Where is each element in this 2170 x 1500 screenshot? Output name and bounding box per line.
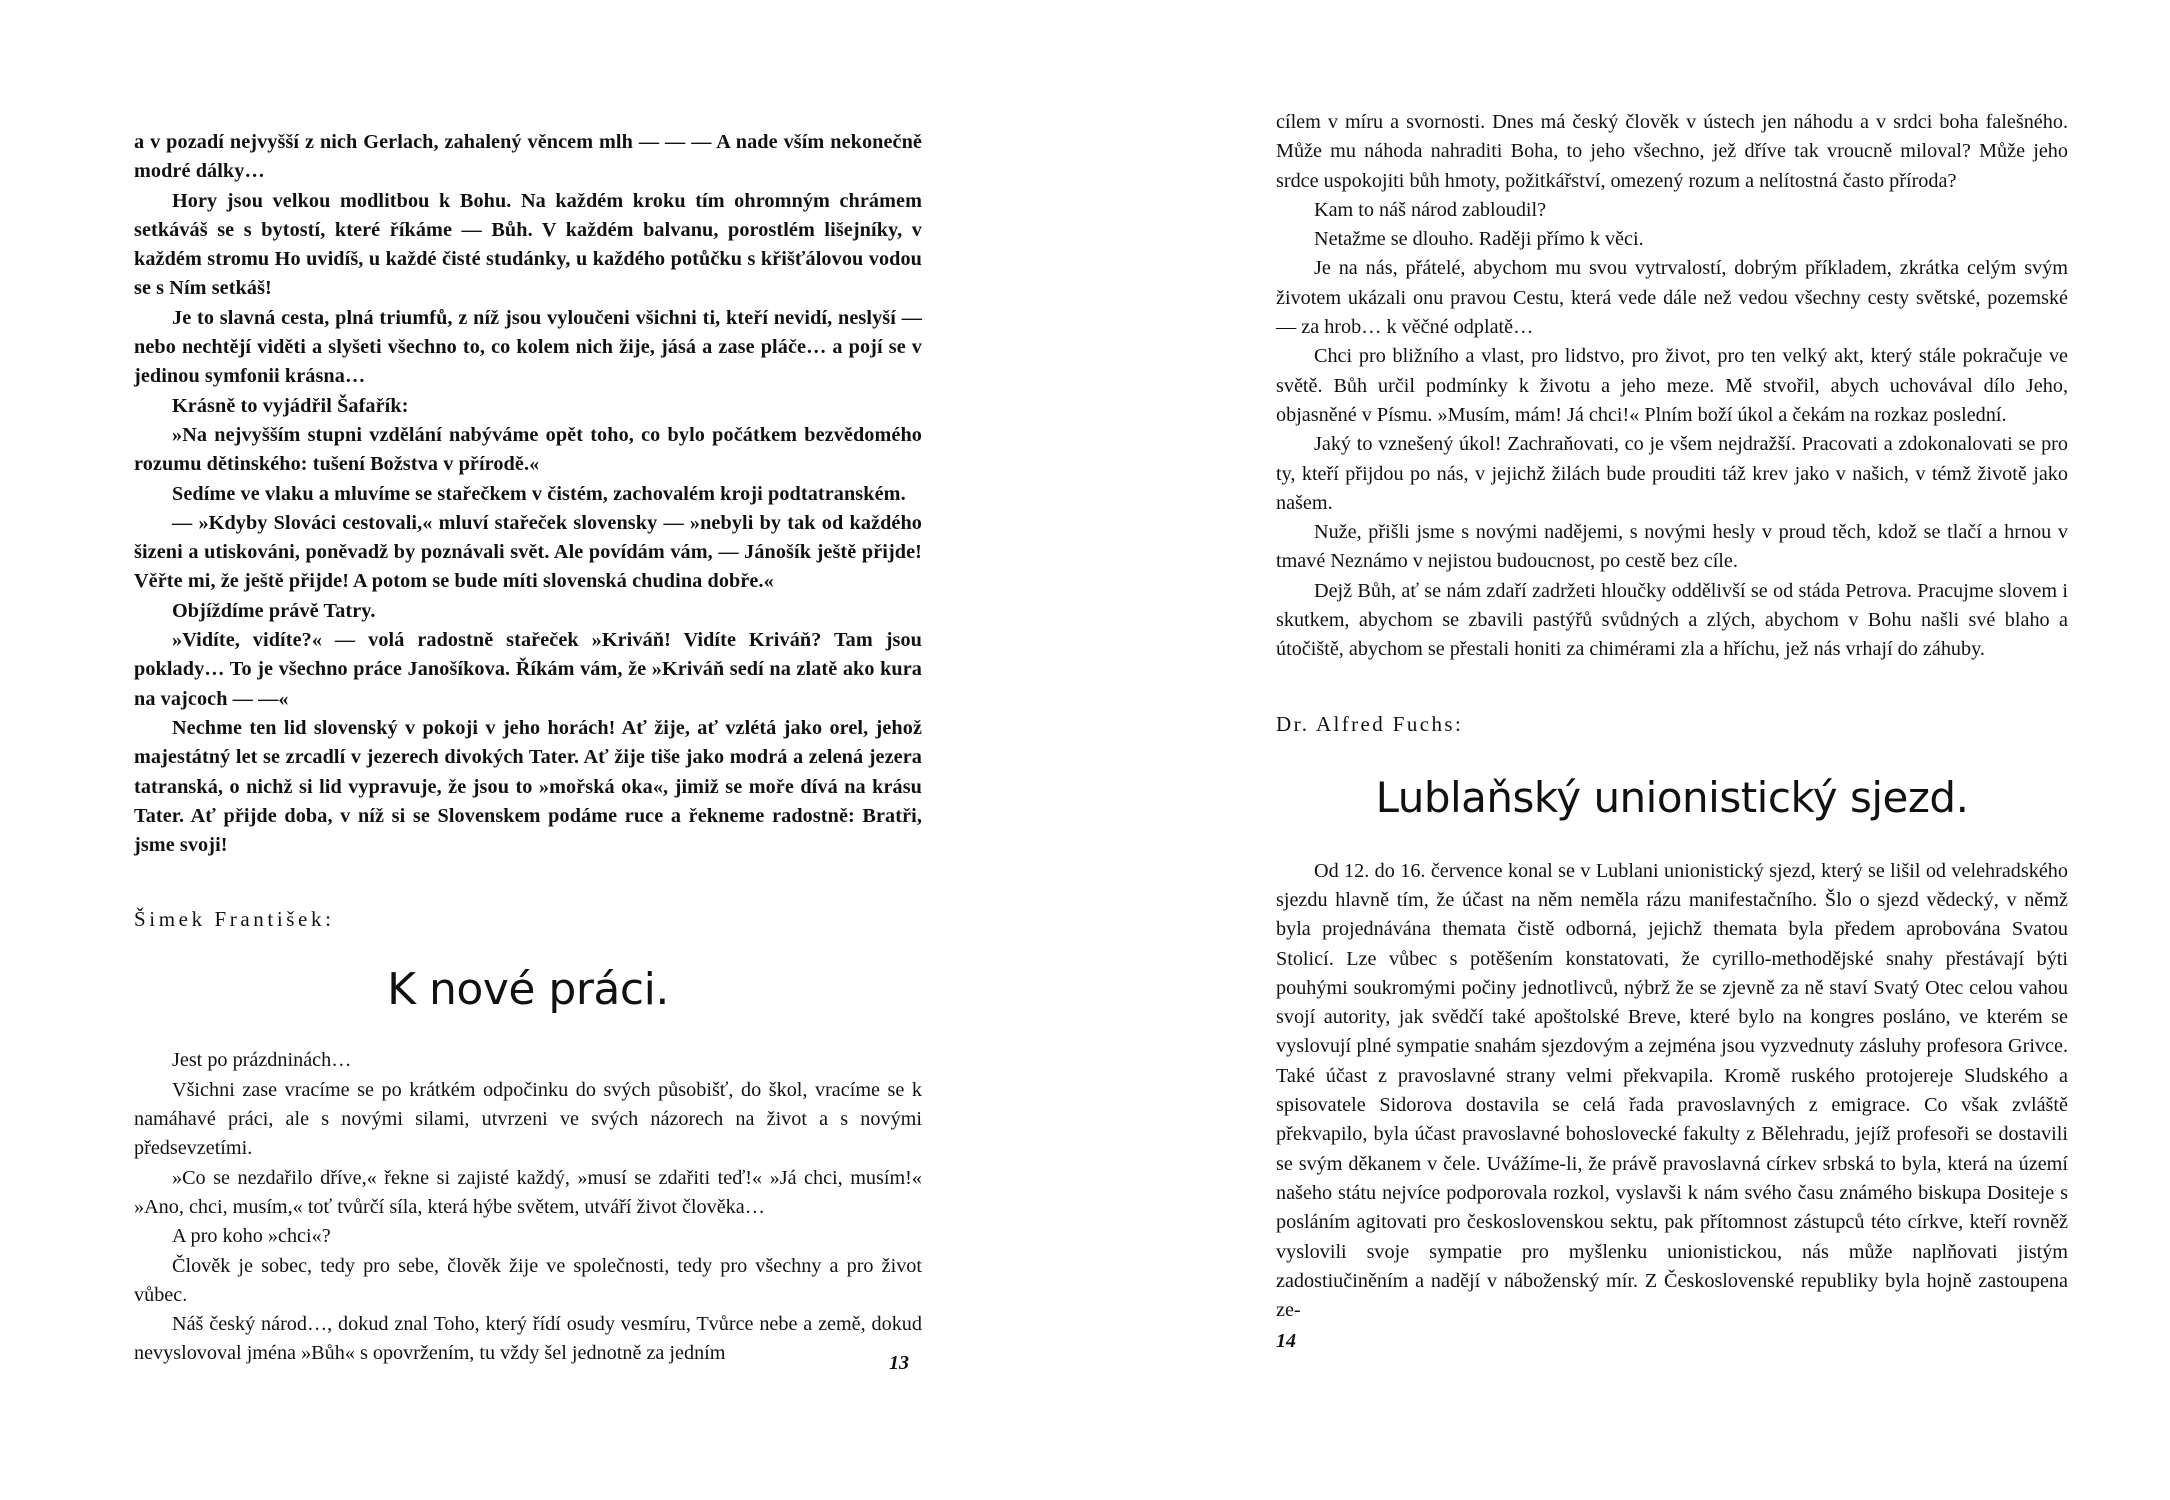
paragraph: Sedíme ve vlaku a mluvíme se stařečkem v čistém, zachovalém kroji podtatranském. bbox=[172, 482, 906, 505]
paragraph: Krásně to vyjádřil Šafařík: bbox=[172, 394, 409, 417]
article-title: K nové práci. bbox=[387, 964, 669, 1016]
left-continuation-text bbox=[134, 128, 922, 860]
right-text-column bbox=[1276, 108, 2068, 1325]
paragraph: Chci pro bližního a vlast, pro lidstvo, pro život, pro ten velký akt, který stále pokračuje ve světě. Bůh určil podmínky k životu a jeho meze. Mě stvořil, abych uchovával dílo Jeho, objasněné v Písmu. »Musím, mám! Já chci!« Plním boží úkol a čekám na rozkaz poslední. bbox=[1276, 345, 2068, 426]
paragraph: Nuže, přišli jsme s novými nadějemi, s novými hesly v proud těch, kdož se tlačí a hrnou v tmavé Neznámo v nejistou budoucnost, po cestě bez cíle. bbox=[1276, 521, 2068, 573]
paragraph: Kam to náš národ zabloudil? bbox=[1314, 198, 1547, 221]
paragraph: Od 12. do 16. července konal se v Lublani unionistický sjezd, který se lišil od velehradského sjezdu hlavně tím, že účast na něm neměla rázu manifestačního. Šlo o sjezd vědecký, v němž byla projednávána themata čistě odborná, jejichž themata byla předem aprobována Svatou Stolicí. Lze vůbec s potěšením konstatovati, že cyrillo-methodějské snahy přestávají býti pouhými soukromými počiny jednotlivců, nýbrž že se zjevně za ně staví Svatý Otec celou vahou svojí autority, jak svědčí také apoštolské Breve, které bylo na kongres posláno, ve kterém se vyslovují plné sympatie snahám sjezdovým a zejména jsou vyzvednuty zásluhy profesora Grivce. Také účast z pravoslavné strany velmi překvapila. Kromě ruského protojereje Sludského a spisovatele Sidorova dostavila se celá řada pravoslavných z emigrace. Co však zvláště překvapilo, byla účast pravoslavné bohoslovecké fakulty z Bělehradu, jejíž profesoři se dostavili se svým děkanem v čele. Uvážíme-li, že právě pravoslavná církev srbská to byla, která na území našeho státu nejvíce podporovala rozkol, vyslavši k nám svého času známého biskupa Dositeje s posláním agitovati pro československou sektu, pak přítomnost zástupců této církve, kteří rovněž vyslovili svoje sympatie pro myšlenku unionistickou, nás může naplňovati jistým zadostiučiněním a nadějí v náboženský mír. Z Československé republiky byla hojně zastoupena ze- bbox=[1276, 859, 2068, 1322]
paragraph: Všichni zase vracíme se po krátkém odpočinku do svých působišť, do škol, vracíme se k namáhavé práci, ale s novými silami, utvrzeni ve svých názorech na život a s novými předsevzetími. bbox=[134, 1078, 922, 1160]
paragraph: Je to slavná cesta, plná triumfů, z níž jsou vyloučeni všichni ti, kteří nevidí, neslyší — nebo nechtějí viděti a slyšeti všechno to, co kolem nich žije, jásá a zase pláče… a pojí se v jedinou symfonii krásna… bbox=[134, 306, 922, 388]
page-number: 14 bbox=[1276, 1330, 1296, 1352]
left-text-column bbox=[134, 128, 922, 1369]
article-body bbox=[134, 1046, 922, 1368]
paragraph: Je na nás, přátelé, abychom mu svou vytrvalostí, dobrým příkladem, zkrátka celým svým životem ukázali onu pravou Cestu, která vede dále než vedou všechny cesty světské, pozemské — za hrob… k věčné odplatě… bbox=[1276, 257, 2068, 339]
paragraph: Náš český národ…, dokud znal Toho, který řídí osudy vesmíru, Tvůrce nebe a země, dokud nevyslovoval jména »Bůh« s opovržením, tu vždy šel jednotně za jedním bbox=[134, 1313, 922, 1365]
paragraph: — »Kdyby Slováci cestovali,« mluví stařeček slovensky — »nebyli by tak od každého šizeni a utiskováni, poněvadž by poznávali svět. Ale povídám vám, — Jánošík ještě přijde! Věřte mi, že ještě přijde! A potom se bude míti slovenská chudina dobře.« bbox=[134, 511, 922, 593]
paragraph: Netažme se dlouho. Raději přímo k věci. bbox=[1314, 228, 1644, 251]
article-title: Lublaňský unionistický sjezd. bbox=[1375, 772, 1969, 822]
paragraph: »Co se nezdařilo dříve,« řekne si zajisté každý, »musí se zdařiti teď!« »Já chci, musím!« »Ano, chci, musím,« toť tvůrčí síla, která hýbe světem, utváří život člověka… bbox=[134, 1166, 922, 1218]
paragraph: Nechme ten lid slovenský v pokoji v jeho horách! Ať žije, ať vzlétá jako orel, jehož majestátný let se zrcadlí v jezerech divokých Tater. Ať žije tiše jako modrá a zelená jezera tatranská, o nichž si lid vypravuje, že jsou to »mořská oka«, jimiž se moře dívá na krásu Tater. Ať přijde doba, v níž si se Slovenskem podáme ruce a řekneme radostně: Bratři, jsme svoji! bbox=[134, 716, 922, 857]
page-number: 13 bbox=[889, 1352, 909, 1374]
right-page bbox=[1085, 0, 2170, 1500]
paragraph: Dejž Bůh, ať se nám zdaří zadržeti hloučky oddělivší se od stáda Petrova. Pracujme slovem i skutkem, abychom se zbavili pastýřů svůdných a zlých, abychom v Bohu našli své blaho a útočiště, abychom se přestali honiti za chimérami zla a hříchu, jež nás vrhají do záhuby. bbox=[1276, 579, 2068, 661]
paragraph: Objíždíme právě Tatry. bbox=[172, 599, 376, 622]
article-author: Šimek František: bbox=[134, 907, 335, 932]
paragraph: cílem v míru a svornosti. Dnes má český člověk v ústech jen náhodu a v srdci boha falešného. Může mu náhoda nahraditi Boha, to jeho všechno, jež dříve tak vroucně miloval? Může jeho srdce uspokojiti bůh hmoty, požitkářství, omezený rozum a nelítostná často příroda? bbox=[1276, 111, 2068, 192]
article-body bbox=[1276, 857, 2068, 1326]
paragraph: A pro koho »chci«? bbox=[172, 1225, 331, 1248]
paragraph: Jaký to vznešený úkol! Zachraňovati, co je všem nejdražší. Pracovati a zdokonalovati se pro ty, kteří přijdou po nás, v jejichž žilách bude prouditi táž krev jako v našich, v témž životě jako našem. bbox=[1276, 433, 2068, 514]
paragraph: Člověk je sobec, tedy pro sebe, člověk žije ve společnosti, tedy pro všechny a pro život vůbec. bbox=[134, 1254, 922, 1306]
right-continuation-text bbox=[1276, 108, 2068, 665]
article-author: Dr. Alfred Fuchs: bbox=[1276, 711, 1464, 736]
paragraph: Hory jsou velkou modlitbou k Bohu. Na každém kroku tím ohromným chrámem setkáváš se s bytostí, které říkáme — Bůh. V každém balvanu, porostlém lišejníky, v každém stromu Ho uvidíš, u každé čisté studánky, u každého potůčku s křišťálovou vodou se s Ním setkáš! bbox=[134, 189, 922, 300]
paragraph: »Vidíte, vidíte?« — volá radostně stařeček »Kriváň! Vidíte Kriváň? Tam jsou poklady… To je všechno práce Janošíkova. Říkám vám, že »Kriváň sedí na zlatě ako kura na vajcoch — —« bbox=[134, 629, 922, 710]
paragraph: Jest po prázdninách… bbox=[172, 1049, 352, 1072]
paragraph: a v pozadí nejvyšší z nich Gerlach, zahalený věncem mlh — — — A nade vším nekonečně modré dálky… bbox=[134, 131, 922, 183]
paragraph: »Na nejvyšším stupni vzdělání nabýváme opět toho, co bylo počátkem bezvědomého rozumu dětinského: tušení Božstva v přírodě.« bbox=[134, 423, 922, 476]
